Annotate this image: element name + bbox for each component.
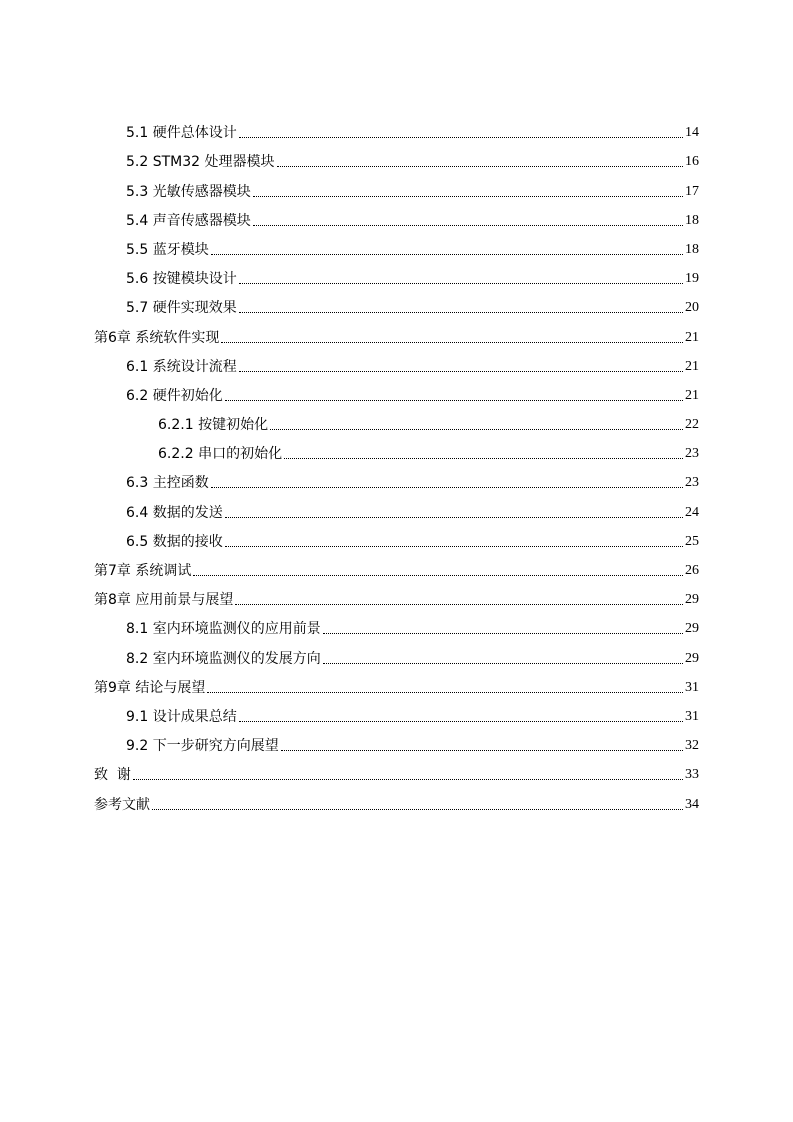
toc-entry[interactable] — [94, 205, 699, 234]
toc-leader-dots — [225, 517, 683, 518]
toc-entry-page: 21 — [685, 358, 699, 374]
toc-leader-dots — [239, 137, 683, 138]
toc-chapter-entry[interactable] — [94, 759, 699, 788]
toc-entry-page: 21 — [685, 329, 699, 345]
toc-subentry[interactable] — [94, 409, 699, 438]
toc-entry-title: 8.1 室内环境监测仪的应用前景 — [126, 621, 321, 638]
toc-leader-dots — [323, 663, 683, 664]
toc-leader-dots — [239, 721, 683, 722]
toc-entry[interactable] — [94, 175, 699, 204]
toc-entry-page: 18 — [685, 241, 699, 257]
toc-entry-page: 29 — [685, 650, 699, 666]
toc-chapter-entry[interactable] — [94, 555, 699, 584]
toc-entry-page: 24 — [685, 504, 699, 520]
toc-leader-dots — [281, 750, 683, 751]
toc-entry-page: 18 — [685, 212, 699, 228]
toc-leader-dots — [211, 254, 683, 255]
toc-leader-dots — [133, 779, 683, 780]
toc-leader-dots — [152, 809, 683, 810]
toc-entry[interactable] — [94, 642, 699, 671]
toc-entry-title: 6.2.1 按键初始化 — [158, 417, 269, 434]
toc-entry[interactable] — [94, 526, 699, 555]
toc-entry-page: 19 — [685, 271, 699, 287]
toc-leader-dots — [253, 225, 683, 226]
toc-leader-dots — [221, 342, 683, 343]
toc-chapter-entry[interactable] — [94, 584, 699, 613]
toc-entry[interactable] — [94, 380, 699, 409]
toc-entry[interactable] — [94, 467, 699, 496]
toc-entry[interactable] — [94, 701, 699, 730]
toc-leader-dots — [277, 166, 684, 167]
table-of-contents — [94, 117, 699, 818]
toc-entry-page: 20 — [685, 300, 699, 316]
toc-entry[interactable] — [94, 234, 699, 263]
toc-entry-page: 29 — [685, 621, 699, 637]
toc-entry-title: 5.1 硬件总体设计 — [126, 125, 237, 142]
toc-leader-dots — [239, 283, 683, 284]
toc-leader-dots — [239, 312, 683, 313]
toc-entry-title: 5.4 声音传感器模块 — [126, 212, 251, 229]
toc-entry-title: 第7章 系统调试 — [94, 563, 192, 579]
toc-leader-dots — [270, 429, 683, 430]
toc-leader-dots — [207, 692, 683, 693]
toc-entry-title: 6.4 数据的发送 — [126, 504, 223, 521]
toc-entry-title: 8.2 室内环境监测仪的发展方向 — [126, 650, 321, 667]
toc-leader-dots — [323, 633, 683, 634]
toc-chapter-entry[interactable] — [94, 672, 699, 701]
toc-entry[interactable] — [94, 146, 699, 175]
toc-entry[interactable] — [94, 496, 699, 525]
toc-entry-title: 5.3 光敏传感器模块 — [126, 183, 251, 200]
toc-leader-dots — [193, 575, 683, 576]
toc-entry-page: 21 — [685, 387, 699, 403]
toc-leader-dots — [211, 487, 683, 488]
toc-chapter-entry[interactable] — [94, 788, 699, 817]
toc-entry-title: 5.5 蓝牙模块 — [126, 241, 209, 258]
toc-entry-page: 33 — [685, 767, 699, 783]
toc-leader-dots — [284, 458, 683, 459]
toc-entry-title: 5.6 按键模块设计 — [126, 271, 237, 288]
toc-leader-dots — [225, 546, 683, 547]
toc-entry-title: 5.7 硬件实现效果 — [126, 300, 237, 317]
toc-entry-title: 6.5 数据的接收 — [126, 533, 223, 550]
toc-chapter-entry[interactable] — [94, 321, 699, 350]
toc-entry-page: 22 — [685, 417, 699, 433]
toc-entry[interactable] — [94, 351, 699, 380]
toc-entry[interactable] — [94, 730, 699, 759]
toc-entry-page: 32 — [685, 738, 699, 754]
toc-entry[interactable] — [94, 613, 699, 642]
toc-entry[interactable] — [94, 263, 699, 292]
toc-entry-page: 23 — [685, 475, 699, 491]
toc-entry-page: 31 — [685, 679, 699, 695]
toc-leader-dots — [239, 371, 683, 372]
toc-entry-title: 6.2.2 串口的初始化 — [158, 446, 283, 463]
toc-entry[interactable] — [94, 117, 699, 146]
toc-entry-page: 29 — [685, 592, 699, 608]
toc-entry-title: 第9章 结论与展望 — [94, 679, 206, 696]
toc-leader-dots — [235, 604, 683, 605]
toc-entry-page: 17 — [685, 183, 699, 199]
toc-entry-title: 6.1 系统设计流程 — [126, 358, 237, 375]
toc-entry-title: 第8章 应用前景与展望 — [94, 592, 234, 609]
toc-entry-title: 6.3 主控函数 — [126, 475, 209, 492]
toc-entry-page: 34 — [685, 796, 699, 812]
toc-leader-dots — [253, 196, 683, 197]
toc-entry-title: 参考文献 — [94, 796, 150, 813]
toc-entry-title: 9.1 设计成果总结 — [126, 708, 237, 725]
toc-subentry[interactable] — [94, 438, 699, 467]
toc-leader-dots — [225, 400, 683, 401]
toc-entry-title: 第6章 系统软件实现 — [94, 329, 220, 346]
toc-entry-page: 23 — [685, 446, 699, 462]
toc-entry-page: 26 — [685, 563, 699, 578]
toc-entry-page: 16 — [685, 154, 699, 170]
toc-entry-page: 14 — [685, 125, 699, 141]
toc-entry-title: 6.2 硬件初始化 — [126, 387, 223, 404]
toc-entry[interactable] — [94, 292, 699, 321]
toc-entry-title: 致 谢 — [94, 767, 131, 784]
toc-entry-title: 5.2 STM32 处理器模块 — [126, 154, 275, 171]
toc-entry-page: 25 — [685, 533, 699, 549]
toc-entry-page: 31 — [685, 708, 699, 724]
toc-entry-title: 9.2 下一步研究方向展望 — [126, 738, 279, 755]
